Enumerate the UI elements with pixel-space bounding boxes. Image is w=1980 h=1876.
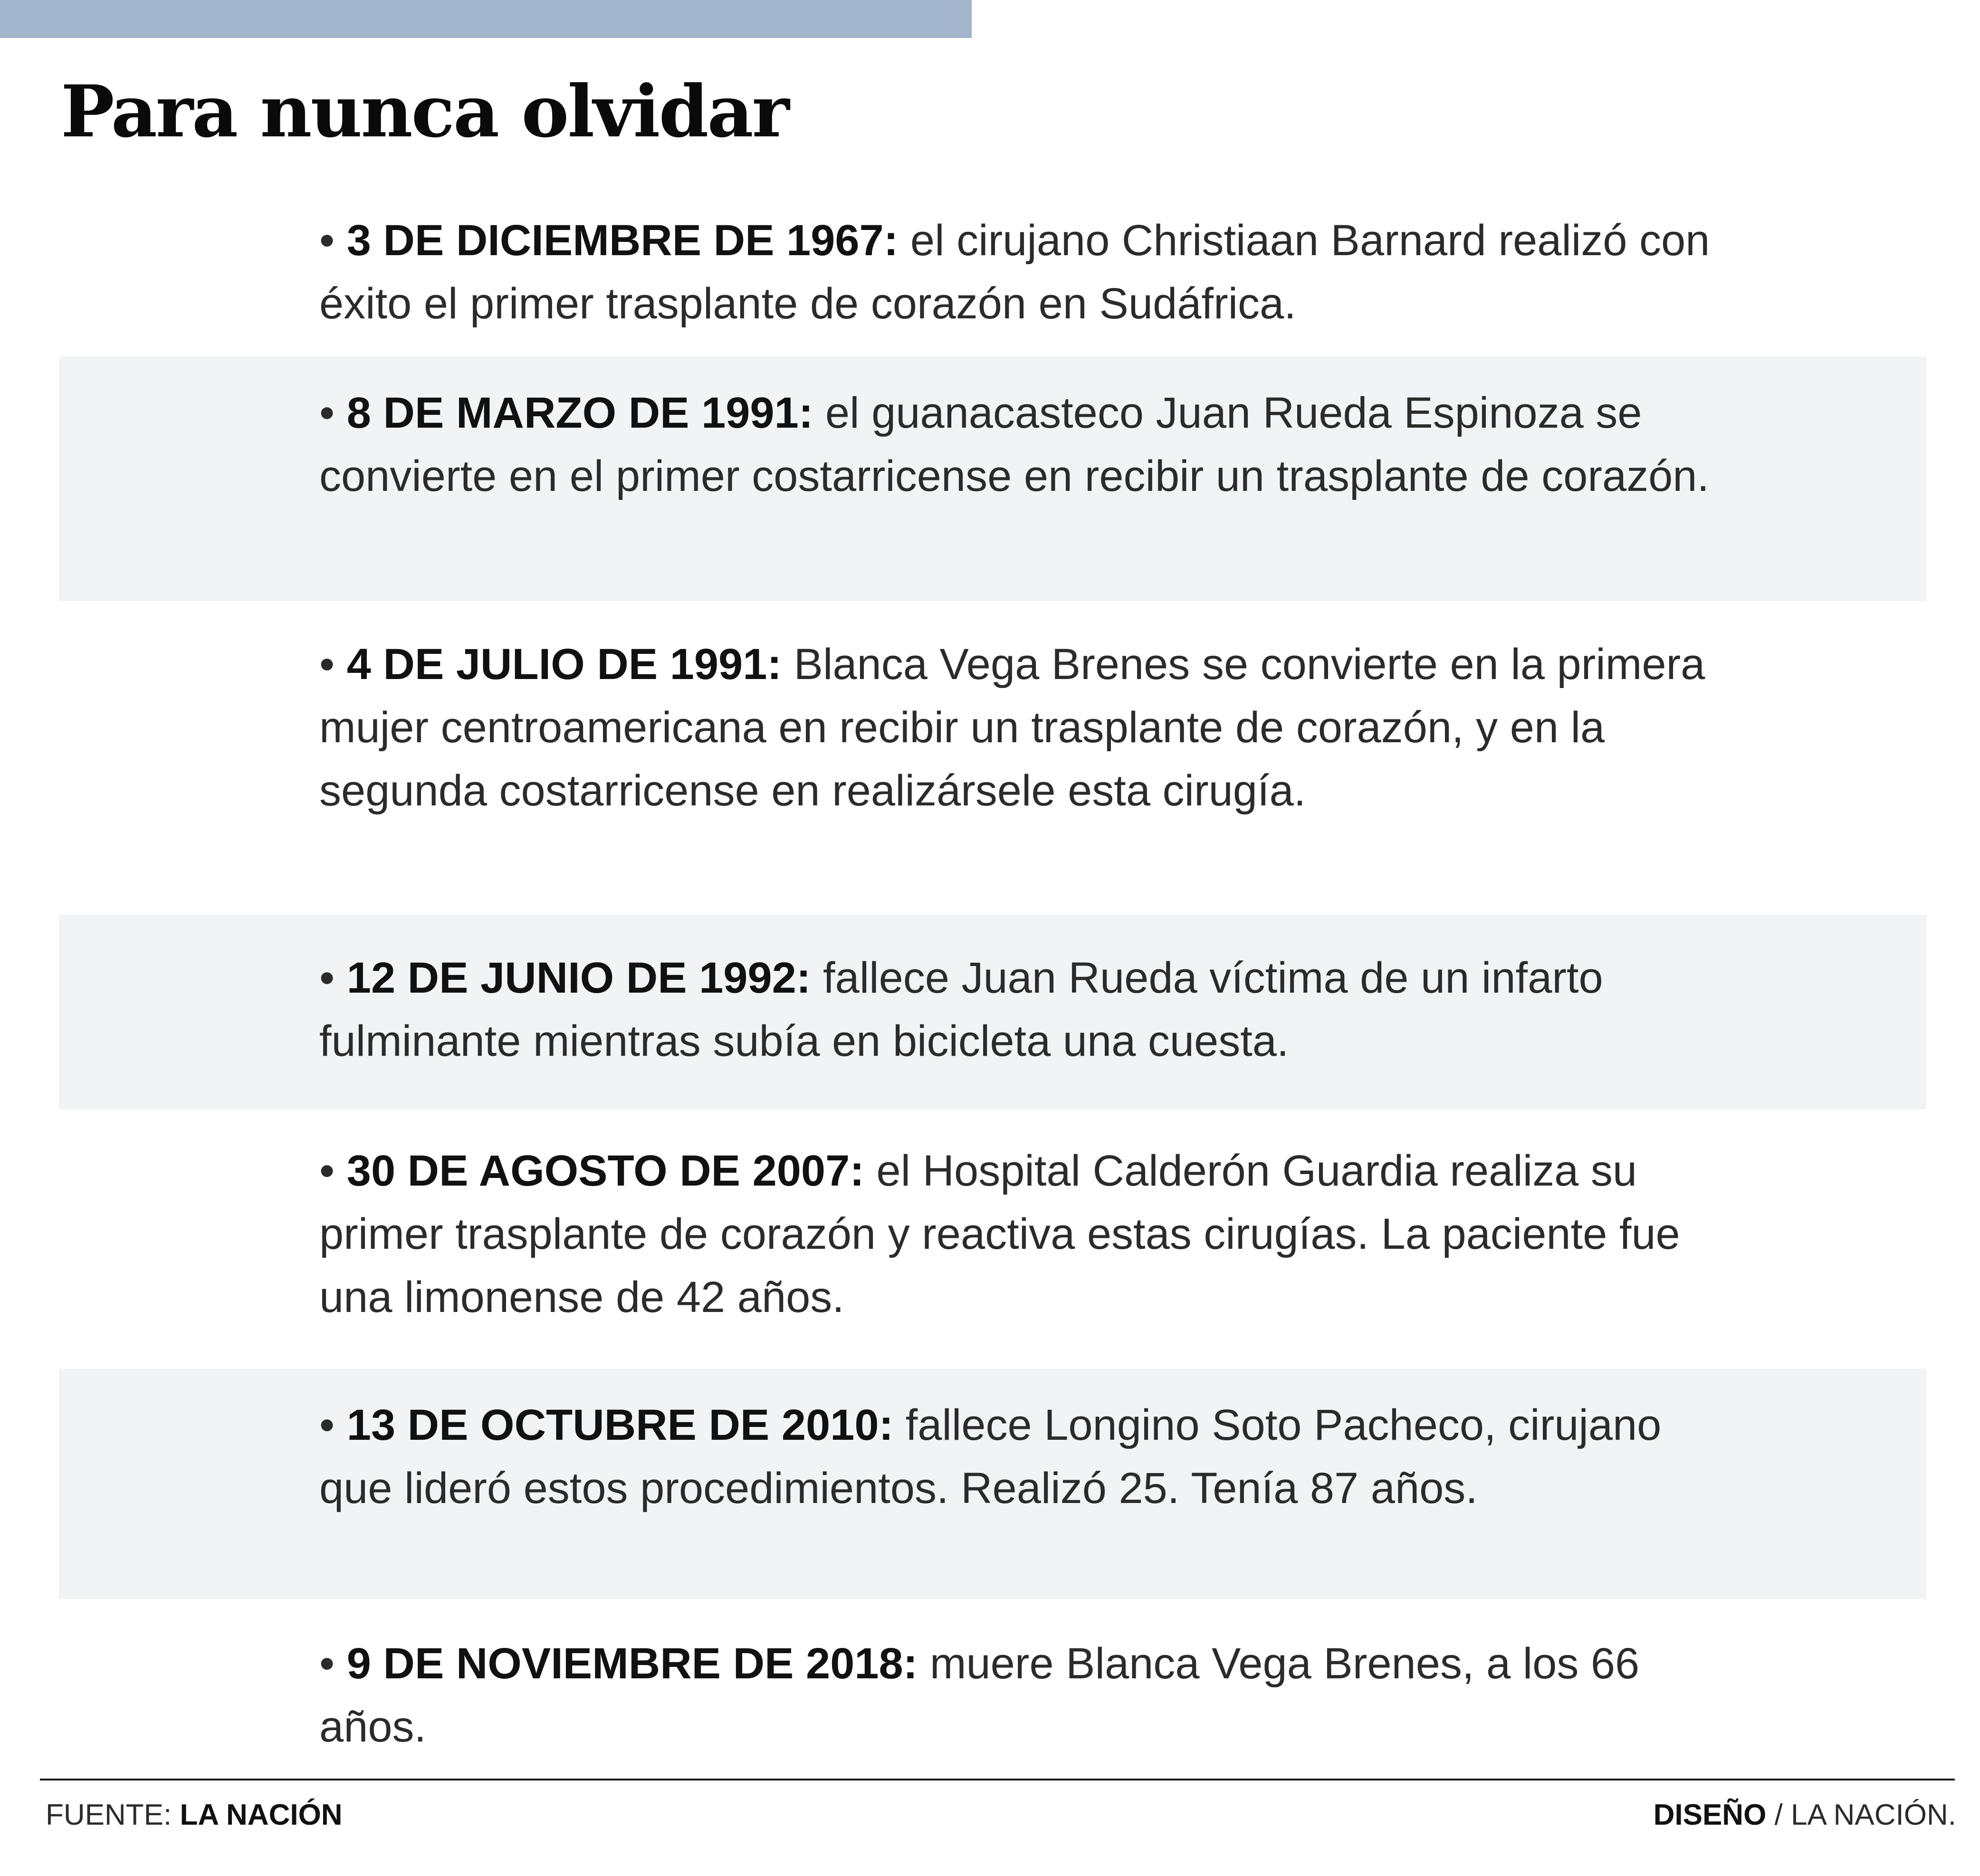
top-accent-bar xyxy=(0,0,972,38)
footer-design-credit xyxy=(1654,1796,1956,1834)
footer-source xyxy=(46,1796,343,1834)
event-date: 8 DE MARZO DE 1991: xyxy=(346,389,813,437)
source-label: FUENTE: xyxy=(46,1799,180,1831)
event-text xyxy=(319,382,1740,508)
event-bullet: • xyxy=(319,1639,347,1688)
event-text xyxy=(319,1632,1740,1759)
event-description: fallece Juan Rueda víctima de un infarto fulminante mientras subía en bicicleta una cuesta. xyxy=(319,954,1603,1065)
event-text xyxy=(319,209,1740,335)
event-date: 4 DE JULIO DE 1991: xyxy=(346,640,782,689)
event-text xyxy=(319,633,1740,823)
event-date: 12 DE JUNIO DE 1992: xyxy=(346,954,811,1002)
event-text xyxy=(319,1139,1740,1329)
design-value: LA NACIÓN. xyxy=(1791,1799,1956,1831)
event-bullet: • xyxy=(319,954,347,1002)
design-label: DISEÑO xyxy=(1653,1799,1767,1831)
timeline-event xyxy=(59,1599,1926,1775)
timeline-event xyxy=(59,1110,1926,1369)
event-date: 3 DE DICIEMBRE DE 1967: xyxy=(346,216,899,265)
event-bullet: • xyxy=(319,1401,347,1449)
timeline-event xyxy=(59,190,1926,356)
design-separator: / xyxy=(1766,1799,1791,1831)
event-description: el cirujano Christiaan Barnard realizó con éxito el primer trasplante de corazón en Sudáfrica. xyxy=(319,216,1710,328)
timeline-event xyxy=(59,356,1926,601)
event-description: el Hospital Calderón Guardia realiza su primer trasplante de corazón y reactiva estas cirugías. La paciente fue una limonense de 42 años. xyxy=(319,1147,1680,1321)
event-description: el guanacasteco Juan Rueda Espinoza se convierte en el primer costarricense en recibir un trasplante de corazón. xyxy=(319,389,1709,500)
footer-divider xyxy=(40,1779,1955,1780)
event-date: 9 DE NOVIEMBRE DE 2018: xyxy=(346,1639,918,1688)
event-bullet: • xyxy=(319,640,347,689)
event-date: 13 DE OCTUBRE DE 2010: xyxy=(346,1401,894,1449)
timeline-event xyxy=(59,601,1926,915)
event-bullet: • xyxy=(319,216,347,265)
event-text xyxy=(319,947,1740,1073)
event-date: 30 DE AGOSTO DE 2007: xyxy=(346,1147,864,1195)
timeline-event xyxy=(59,915,1926,1110)
event-bullet: • xyxy=(319,1147,347,1195)
event-description: fallece Longino Soto Pacheco, cirujano que lideró estos procedimientos. Realizó 25. Tenía 87 años. xyxy=(319,1401,1662,1512)
source-value: LA NACIÓN xyxy=(180,1799,343,1831)
page-title: Para nunca olvidar xyxy=(61,70,788,153)
event-description: Blanca Vega Brenes se convierte en la primera mujer centroamericana en recibir un trasplante de corazón, y en la segunda costarricense en realizársele esta cirugía. xyxy=(319,640,1705,815)
event-text xyxy=(319,1394,1740,1520)
timeline-event xyxy=(59,1369,1926,1599)
event-description: muere Blanca Vega Brenes, a los 66 años. xyxy=(319,1639,1640,1751)
event-bullet: • xyxy=(319,389,347,437)
